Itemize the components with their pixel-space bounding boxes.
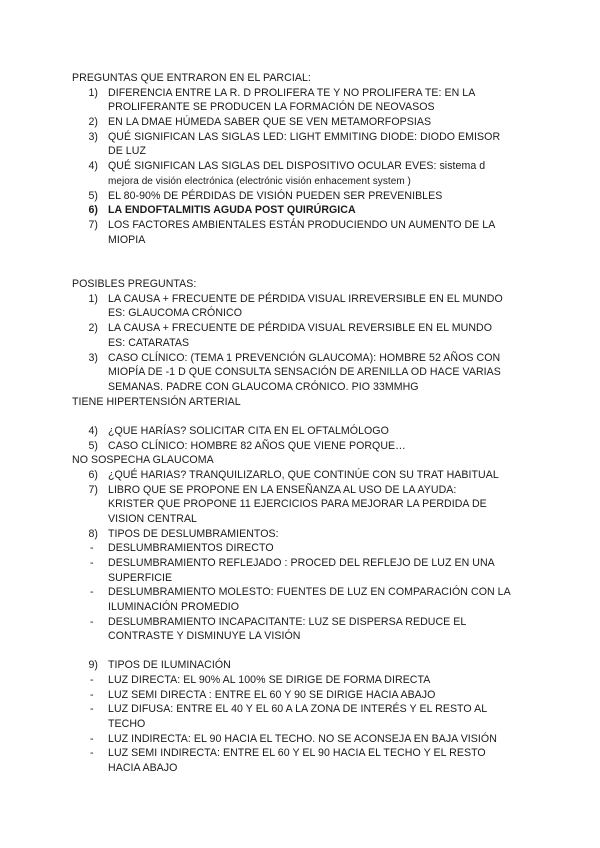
item-number: 4) xyxy=(88,160,98,172)
item-text-line: CASO CLÍNICO: (TEMA 1 PREVENCIÓN GLAUCOMA): HOMBRE 52 AÑOS CON xyxy=(108,352,501,364)
item-number: 4) xyxy=(88,425,98,437)
item-text-line: QUÉ SIGNIFICAN LAS SIGLAS DEL DISPOSITIVO OCULAR EVES: sistema d xyxy=(108,160,486,172)
section2-heading: POSIBLES PREGUNTAS: xyxy=(72,278,197,290)
bullet-text-line: DESLUMBRAMIENTO INCAPACITANTE: LUZ SE DISPERSA REDUCE EL xyxy=(108,616,467,628)
item-number: 3) xyxy=(88,131,98,143)
bullet-text-line: DESLUMBRAMIENTO REFLEJADO : PROCED DEL REFLEJO DE LUZ EN UNA xyxy=(108,557,495,569)
item-number: 7) xyxy=(88,219,98,231)
item-text-line: DE LUZ xyxy=(108,145,146,157)
bullet-text-line: LUZ DIFUSA: ENTRE EL 40 Y EL 60 A LA ZONA DE INTERÉS Y EL RESTO AL xyxy=(108,703,488,715)
bullet-dash: - xyxy=(90,689,94,701)
item-text-line: EL 80-90% DE PÉRDIDAS DE VISIÓN PUEDEN SER PREVENIBLES xyxy=(108,190,443,202)
item-text-line: KRISTER QUE PROPONE 11 EJERCICIOS PARA MEJORAR LA PERDIDA DE xyxy=(108,498,487,510)
item-text-line: LA ENDOFTALMITIS AGUDA POST QUIRÚRGICA xyxy=(108,204,356,216)
continuation-text: NO SOSPECHA GLAUCOMA xyxy=(72,454,214,466)
item-text-line: PROLIFERANTE SE PRODUCEN LA FORMACIÓN DE NEOVASOS xyxy=(108,101,435,113)
continuation-text: TIENE HIPERTENSIÓN ARTERIAL xyxy=(72,396,241,408)
bullet-text-line: DESLUMBRAMIENTOS DIRECTO xyxy=(108,542,274,554)
bullet-text-line: DESLUMBRAMIENTO MOLESTO: FUENTES DE LUZ EN COMPARACIÓN CON LA xyxy=(108,586,511,598)
bullet-text-line: ILUMINACIÓN PROMEDIO xyxy=(108,601,240,613)
item-text-line: ¿QUÉ HARIAS? TRANQUILIZARLO, QUE CONTINÚE CON SU TRAT HABITUAL xyxy=(108,469,499,481)
bullet-text-line: LUZ DIRECTA: EL 90% AL 100% SE DIRIGE DE FORMA DIRECTA xyxy=(108,674,431,686)
item-text-line: ES: CATARATAS xyxy=(108,337,190,349)
bullet-dash: - xyxy=(90,747,94,759)
bullet-text-line: CONTRASTE Y DISMINUYE LA VISIÓN xyxy=(108,630,301,642)
item-text-line: LA CAUSA + FRECUENTE DE PÉRDIDA VISUAL REVERSIBLE EN EL MUNDO xyxy=(108,322,493,334)
item-text-line: SEMANAS. PADRE CON GLAUCOMA CRÓNICO. PIO 33MMHG xyxy=(108,381,419,393)
item-number: 7) xyxy=(88,484,98,496)
item-text-line: mejora de visión electrónica (electrónic visión enhacement system ) xyxy=(108,176,411,187)
item-number: 5) xyxy=(88,190,98,202)
item-text-line: EN LA DMAE HÚMEDA SABER QUE SE VEN METAMORFOPSIAS xyxy=(108,116,432,128)
bullet-text-line: HACIA ABAJO xyxy=(108,762,178,774)
item-text-line: MIOPÍA DE -1 D QUE CONSULTA SENSACIÓN DE ARENILLA OD HACE VARIAS xyxy=(108,366,501,378)
item-number: 1) xyxy=(88,87,98,99)
item-text-line: QUÉ SIGNIFICAN LAS SIGLAS LED: LIGHT EMMITING DIODE: DIODO EMISOR xyxy=(108,131,501,143)
bullet-text-line: LUZ SEMI INDIRECTA: ENTRE EL 60 Y EL 90 HACIA EL TECHO Y EL RESTO xyxy=(108,747,486,759)
item-text-line: VISION CENTRAL xyxy=(108,513,197,525)
bullet-dash: - xyxy=(90,542,94,554)
bullet-dash: - xyxy=(90,674,94,686)
bullet-text-line: SUPERFICIE xyxy=(108,572,173,584)
item-number: 2) xyxy=(88,116,98,128)
item-text-line: ¿QUE HARÍAS? SOLICITAR CITA EN EL OFTALMÓLOGO xyxy=(108,425,389,437)
item-text-line: LA CAUSA + FRECUENTE DE PÉRDIDA VISUAL IRREVERSIBLE EN EL MUNDO xyxy=(108,293,503,305)
item-text-line: CASO CLÍNICO: HOMBRE 82 AÑOS QUE VIENE PORQUE… xyxy=(108,440,406,452)
item-text-line: DIFERENCIA ENTRE LA R. D PROLIFERA TE Y NO PROLIFERA TE: EN LA xyxy=(108,87,476,99)
item-text-line: LIBRO QUE SE PROPONE EN LA ENSEÑANZA AL USO DE LA AYUDA: xyxy=(108,484,457,496)
item-text-line: ES: GLAUCOMA CRÓNICO xyxy=(108,307,243,319)
item-number: 3) xyxy=(88,352,98,364)
bullet-text-line: LUZ SEMI DIRECTA : ENTRE EL 60 Y 90 SE DIRIGE HACIA ABAJO xyxy=(108,689,436,701)
bullet-dash: - xyxy=(90,703,94,715)
item-text-line: LOS FACTORES AMBIENTALES ESTÁN PRODUCIENDO UN AUMENTO DE LA xyxy=(108,219,496,231)
bullet-dash: - xyxy=(90,733,94,745)
item-number: 8) xyxy=(88,528,98,540)
bullet-dash: - xyxy=(90,616,94,628)
bullet-dash: - xyxy=(90,586,94,598)
item-number: 9) xyxy=(88,659,98,671)
item-text-line: TIPOS DE ILUMINACIÓN xyxy=(108,659,231,671)
item-number: 2) xyxy=(88,322,98,334)
bullet-text-line: LUZ INDIRECTA: EL 90 HACIA EL TECHO. NO SE ACONSEJA EN BAJA VISIÓN xyxy=(108,733,497,745)
item-number: 6) xyxy=(88,469,98,481)
section1-heading: PREGUNTAS QUE ENTRARON EN EL PARCIAL: xyxy=(72,72,311,84)
item-number: 6) xyxy=(88,204,98,216)
bullet-text-line: TECHO xyxy=(108,718,146,730)
item-number: 1) xyxy=(88,293,98,305)
item-text-line: MIOPIA xyxy=(108,234,146,246)
item-text-line: TIPOS DE DESLUMBRAMIENTOS: xyxy=(108,528,279,540)
bullet-dash: - xyxy=(90,557,94,569)
item-number: 5) xyxy=(88,440,98,452)
